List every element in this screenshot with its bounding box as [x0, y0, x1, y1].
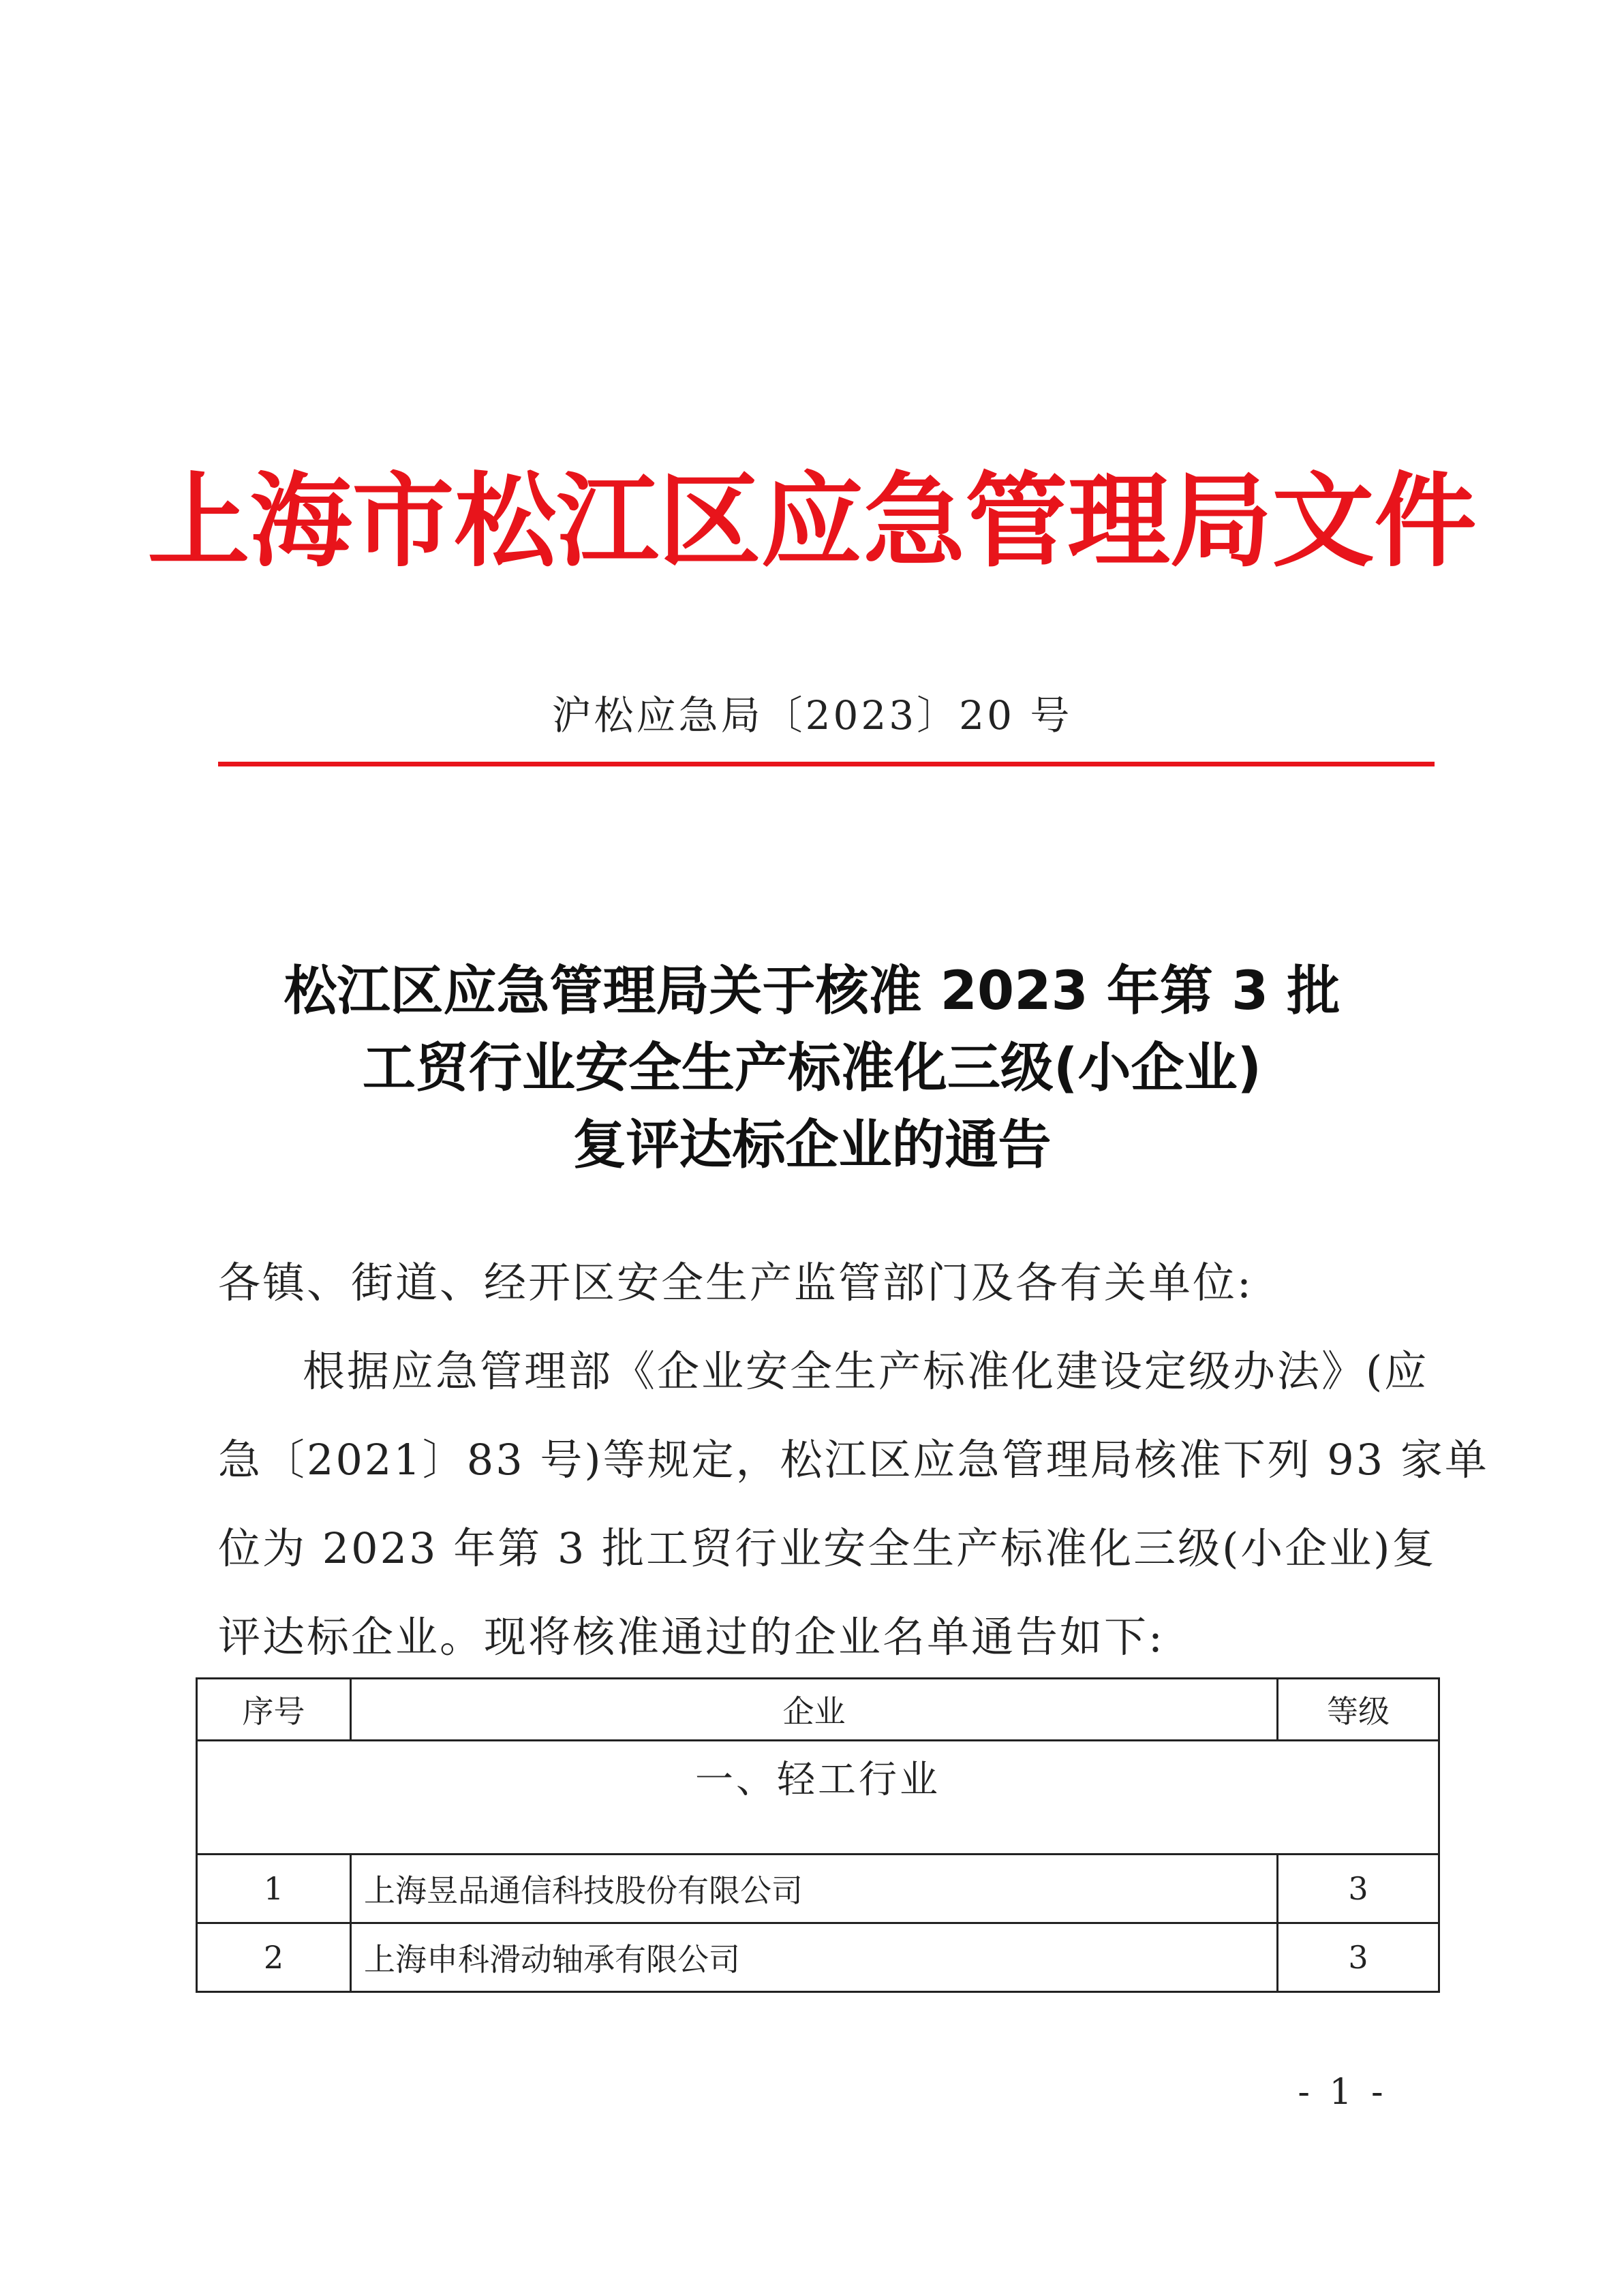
- row-company: 上海申科滑动轴承有限公司: [351, 1923, 1278, 1992]
- paragraph-line-2: 急〔2021〕83 号)等规定，松江区应急管理局核准下列 93 家单: [218, 1435, 1489, 1485]
- company-table: [196, 1677, 1440, 1993]
- row-no: 2: [197, 1923, 351, 1992]
- paragraph-line-3: 位为 2023 年第 3 批工贸行业安全生产标准化三级(小企业)复: [218, 1523, 1437, 1573]
- table-header-row: [197, 1679, 1439, 1741]
- document-number: 沪松应急局〔2023〕20 号: [551, 692, 1073, 739]
- section-light-industry: 一、轻工行业: [197, 1741, 1439, 1855]
- table-row: [197, 1923, 1439, 1992]
- salutation: 各镇、街道、经开区安全生产监管部门及各有关单位:: [218, 1258, 1253, 1307]
- page-number: - 1 -: [1298, 2072, 1388, 2113]
- section-row: [197, 1741, 1439, 1855]
- title-line-3: 复评达标企业的通告: [572, 1115, 1052, 1176]
- title-line-2: 工贸行业安全生产标准化三级(小企业): [362, 1038, 1262, 1099]
- paragraph-line-1: 根据应急管理部《企业安全生产标准化建设定级办法》(应: [303, 1346, 1429, 1396]
- document-masthead: 上海市松江区应急管理局文件: [147, 461, 1477, 581]
- row-no: 1: [197, 1855, 351, 1923]
- header-no: 序号: [197, 1679, 351, 1741]
- table-row: [197, 1855, 1439, 1923]
- row-company: 上海昱品通信科技股份有限公司: [351, 1855, 1278, 1923]
- header-level: 等级: [1278, 1679, 1439, 1741]
- row-level: 3: [1278, 1923, 1439, 1992]
- row-level: 3: [1278, 1855, 1439, 1923]
- title-line-1: 松江区应急管理局关于核准 2023 年第 3 批: [284, 961, 1340, 1022]
- header-company: 企业: [351, 1679, 1278, 1741]
- red-divider-line: [218, 762, 1435, 766]
- paragraph-line-4: 评达标企业。现将核准通过的企业名单通告如下:: [218, 1612, 1165, 1662]
